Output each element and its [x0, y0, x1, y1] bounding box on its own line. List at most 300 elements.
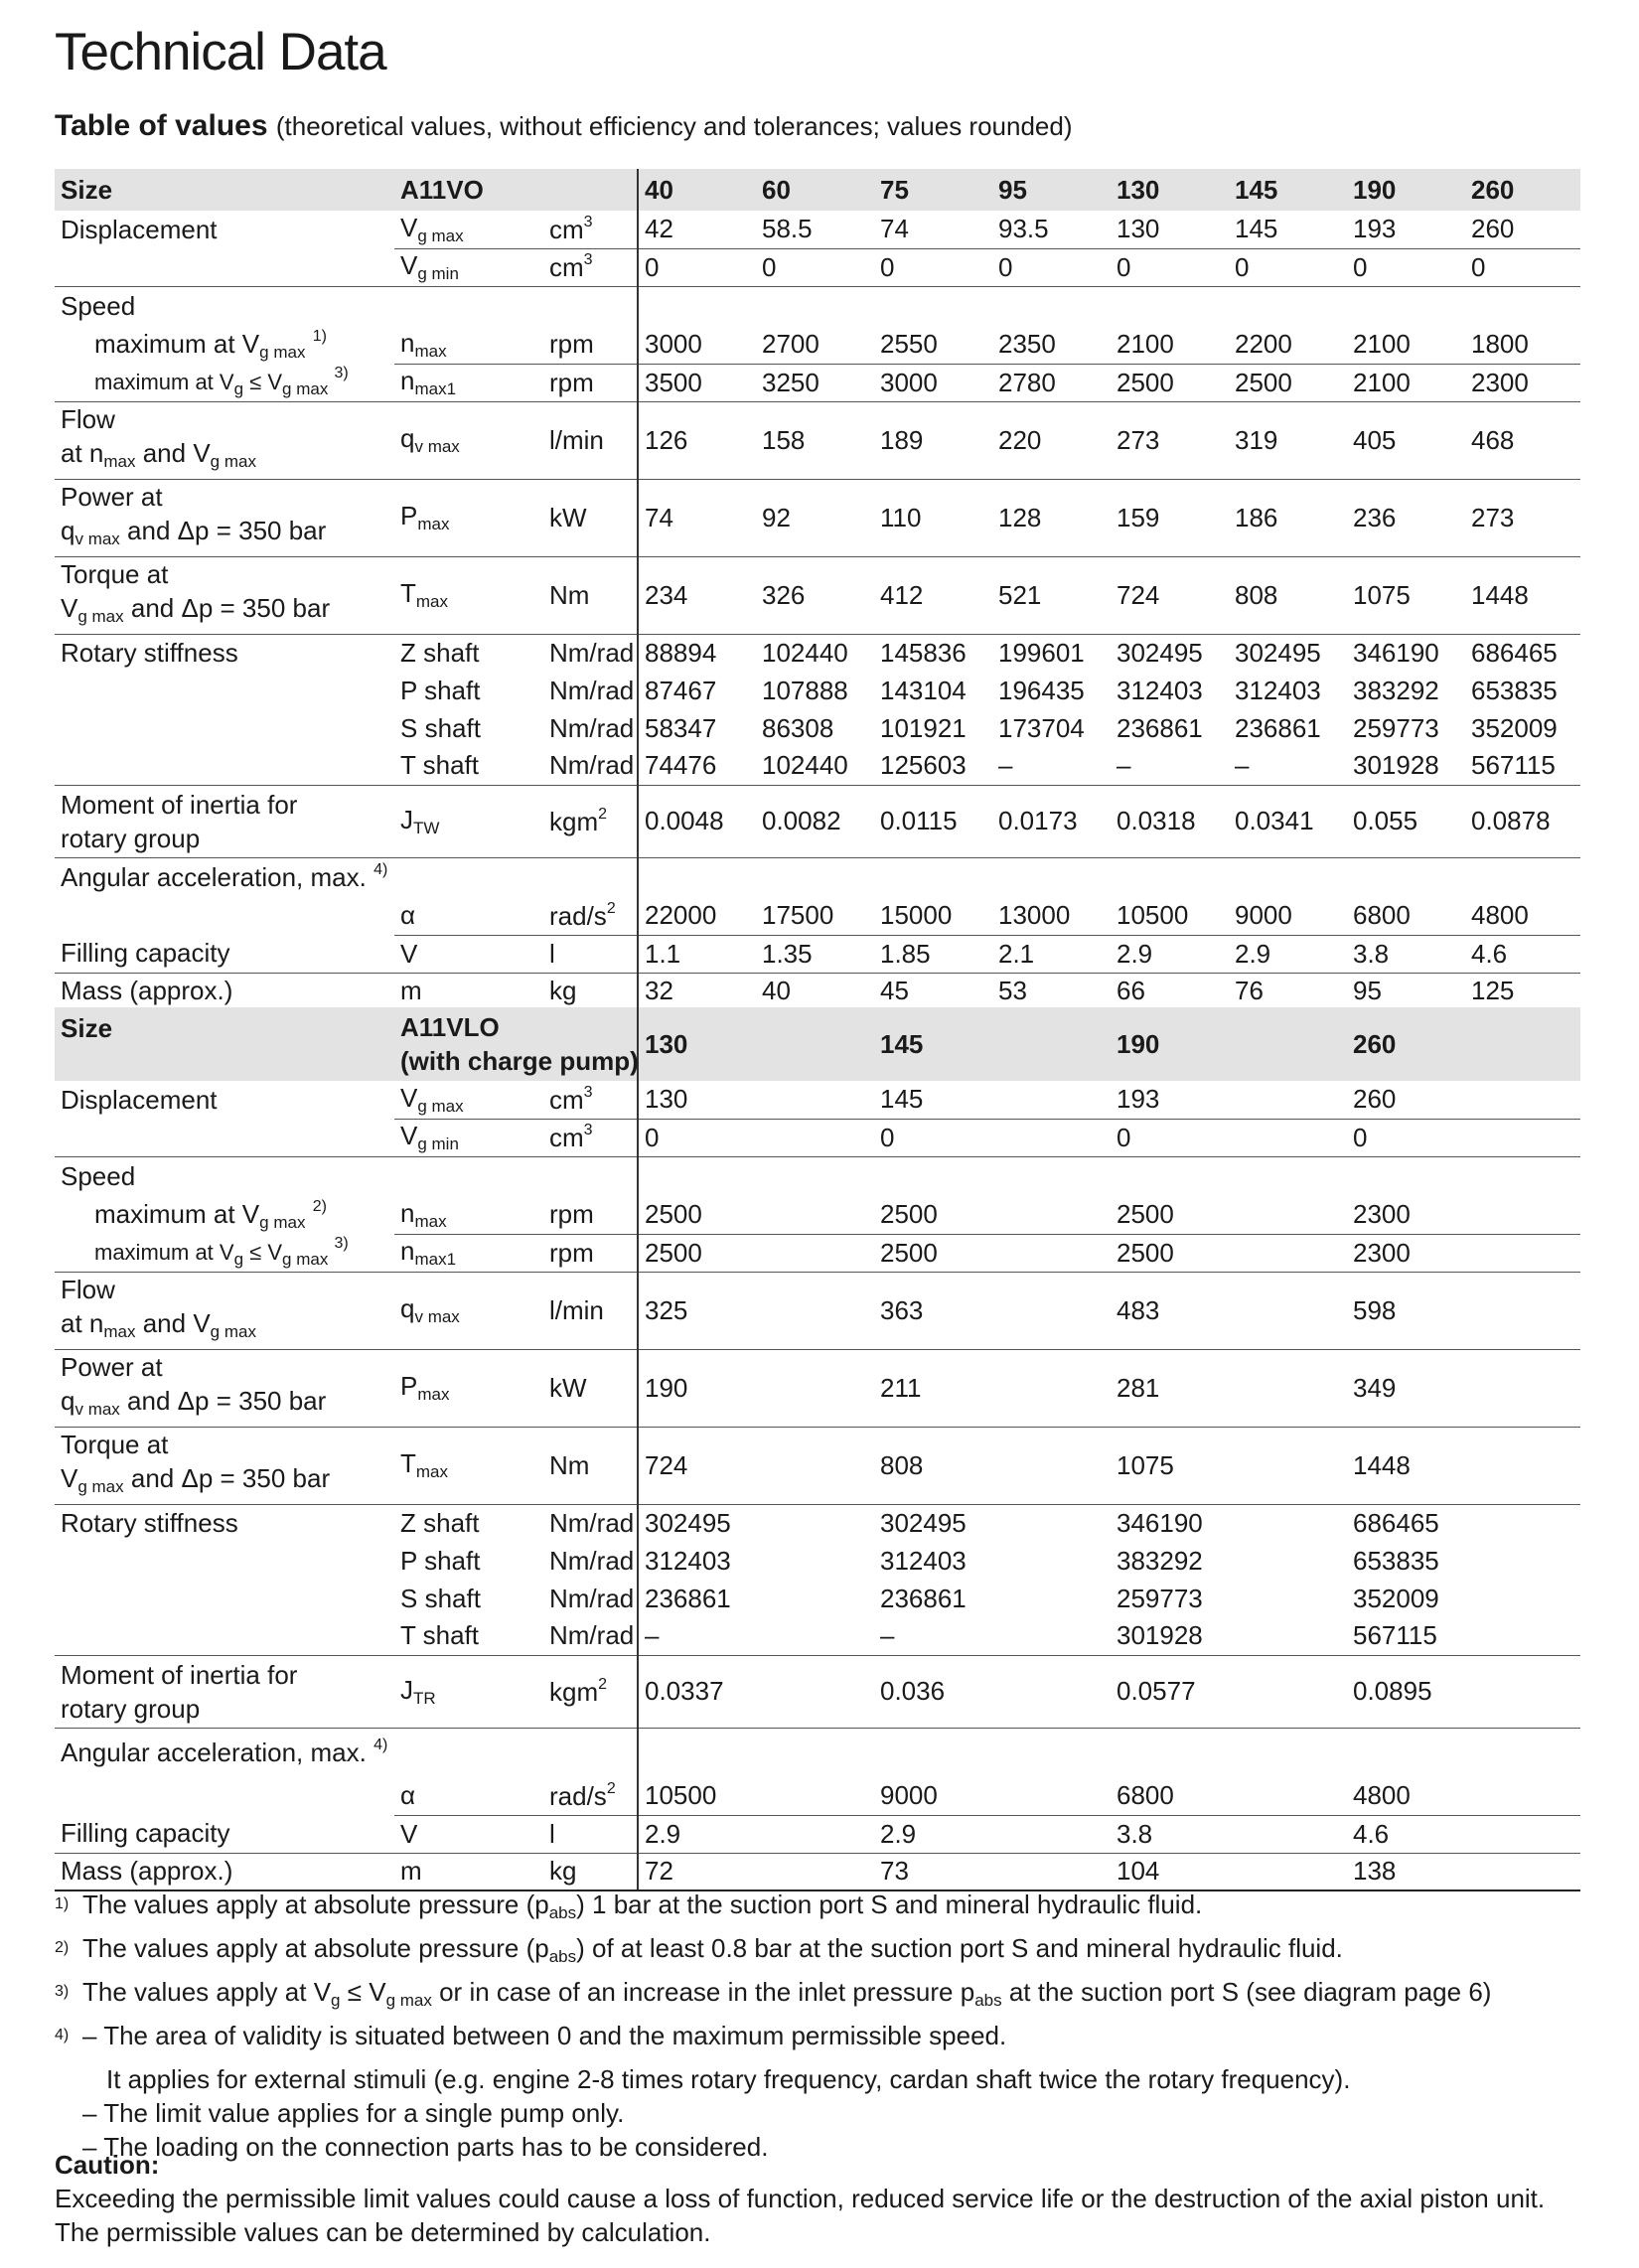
value: 2.9 — [1111, 935, 1229, 973]
value: – — [1229, 747, 1347, 785]
value: 2550 — [874, 326, 992, 364]
value: 2300 — [1347, 1196, 1580, 1234]
value: 260 — [1347, 1081, 1580, 1119]
symbol: $n_{max1}$ — [394, 364, 543, 401]
value: 236861 — [1117, 712, 1203, 743]
row-label: Rotary stiffness — [61, 637, 238, 668]
symbol: α — [394, 897, 543, 935]
size-cell: 60 — [756, 169, 874, 211]
value: 352009 — [1353, 1583, 1439, 1613]
value: 0 — [874, 1119, 1111, 1156]
table-row — [55, 1156, 1580, 1196]
value: 126 — [638, 401, 756, 479]
row-label: Displacement — [61, 1084, 218, 1115]
unit: kW — [543, 479, 638, 556]
value: 2500 — [874, 1196, 1111, 1234]
row-label: Speed — [61, 1160, 136, 1191]
value: 73 — [874, 1853, 1111, 1890]
size-header-row — [55, 1007, 1580, 1081]
value: 0.0341 — [1229, 785, 1347, 857]
table-row — [55, 1081, 1580, 1119]
unit: kg — [543, 1853, 638, 1890]
value: 0 — [992, 248, 1111, 286]
caution-text: Exceeding the permissible limit values could cause a loss of function, reduced service life or the destruction of the axial piston unit. The permissible values can be determined by calculation. — [55, 2184, 1546, 2247]
table-row — [55, 935, 1580, 973]
value: 352009 — [1471, 712, 1558, 743]
shaft-label: P shaft — [400, 1545, 481, 1576]
unit: kgm$^2$ — [543, 1655, 638, 1728]
unit: l — [543, 1815, 638, 1853]
unit: l — [543, 935, 638, 973]
value: 412 — [874, 556, 992, 634]
value: 2.1 — [992, 935, 1111, 973]
value: 312403 — [638, 1542, 874, 1580]
value: 9000 — [1229, 897, 1347, 935]
value: 3000 — [638, 326, 756, 364]
footnote-4: 4) – The area of validity is situated between 0 and the maximum permissible speed. — [55, 2021, 1007, 2050]
footnote-1: 1) The values apply at absolute pressure $(p_{abs})$ 1 bar at the suction port S and mineral hydraulic fluid. — [55, 1890, 1203, 1922]
unit: rpm — [543, 1234, 638, 1272]
row-label: Filling capacity — [55, 935, 394, 973]
unit: l/min — [543, 401, 638, 479]
size-cell: 190 — [1347, 169, 1465, 211]
value: 2300 — [1465, 364, 1580, 401]
table-row — [55, 973, 1580, 1010]
page-title: Technical Data — [55, 23, 386, 81]
value: 302495 — [638, 1504, 874, 1542]
value: 189 — [874, 401, 992, 479]
table-row — [55, 672, 1580, 709]
value: 302495 — [880, 1507, 967, 1538]
value: 190 — [638, 1349, 874, 1427]
unit: rpm — [543, 364, 638, 401]
value: 128 — [992, 479, 1111, 556]
value: 2100 — [1111, 326, 1229, 364]
unit: Nm/rad — [549, 1507, 635, 1538]
table-row — [55, 634, 1580, 672]
row-label: maximum at $V_g \le V_{g max}$ $^{3)}$ — [55, 364, 394, 401]
value: 383292 — [1353, 675, 1439, 705]
value: 2700 — [756, 326, 874, 364]
table-row — [55, 1542, 1580, 1580]
table-row — [55, 326, 1580, 364]
shaft-label: S shaft — [400, 712, 481, 743]
value: 2350 — [992, 326, 1111, 364]
value: 1075 — [1347, 556, 1465, 634]
table-row — [55, 211, 1580, 248]
symbol: $V_{g min}$ — [394, 1119, 543, 1156]
value: 101921 — [880, 712, 967, 743]
size-cell: 260 — [1465, 169, 1580, 211]
table-row — [55, 364, 1580, 401]
value: 58347 — [638, 709, 756, 747]
value: 0.036 — [874, 1655, 1111, 1728]
subheading-note: (theoretical values, without efficiency and tolerances; values rounded) — [275, 111, 1073, 141]
table-row — [55, 1777, 1580, 1815]
row-label: Flow at $n_{max}$ and $V_{g max}$ — [55, 1272, 394, 1349]
table-row — [55, 1119, 1580, 1156]
value: 211 — [874, 1349, 1111, 1427]
value: 15000 — [874, 897, 992, 935]
value: 130 — [1111, 211, 1229, 248]
value: 0.0895 — [1347, 1655, 1580, 1728]
value: 0 — [874, 248, 992, 286]
value: 1.1 — [638, 935, 756, 973]
unit: Nm/rad — [543, 747, 638, 785]
row-label: Mass (approx.) — [55, 1853, 394, 1890]
value: 104 — [1111, 1853, 1347, 1890]
value: 259773 — [1117, 1583, 1203, 1613]
size-cell: 75 — [874, 169, 992, 211]
table-row — [55, 1655, 1580, 1728]
value: 0 — [756, 248, 874, 286]
value: 2100 — [1347, 364, 1465, 401]
value: 95 — [1347, 973, 1465, 1010]
value: 302495 — [1235, 637, 1321, 668]
shaft-label: P shaft — [400, 675, 481, 705]
symbol: $P_{max}$ — [394, 1349, 543, 1427]
shaft-label: T shaft — [394, 747, 543, 785]
caution-heading: Caution: — [55, 2150, 160, 2180]
value: 138 — [1347, 1853, 1580, 1890]
table-row — [55, 1580, 1580, 1617]
shaft-label: Z shaft — [400, 1507, 480, 1538]
table-row — [55, 479, 1580, 556]
table-row — [55, 1349, 1580, 1427]
value: 6800 — [1111, 1777, 1347, 1815]
row-label: Torque at $V_{g max}$ and Δp = 350 bar — [55, 556, 394, 634]
shaft-label: Z shaft — [400, 637, 480, 668]
unit: Nm/rad — [549, 1583, 635, 1613]
row-label: Displacement — [61, 214, 218, 244]
value: 1448 — [1347, 1427, 1580, 1504]
value: 325 — [638, 1272, 874, 1349]
value: 1448 — [1465, 556, 1580, 634]
value: 0 — [1347, 248, 1465, 286]
value: 2500 — [874, 1234, 1111, 1272]
value: 468 — [1465, 401, 1580, 479]
symbol: $q_{v max}$ — [394, 401, 543, 479]
table-row — [55, 248, 1580, 286]
value: 10500 — [1111, 897, 1229, 935]
value: 319 — [1229, 401, 1347, 479]
value: 4800 — [1465, 897, 1580, 935]
value: 76 — [1229, 973, 1347, 1010]
value: 53 — [992, 973, 1111, 1010]
unit: rpm — [543, 1196, 638, 1234]
value: 0 — [638, 1119, 874, 1156]
value: 349 — [1347, 1349, 1580, 1427]
model-label: A11VLO (with charge pump) — [394, 1007, 638, 1081]
value: 107888 — [762, 675, 848, 705]
footnote-4-line: It applies for external stimuli (e.g. engine 2-8 times rotary frequency, cardan shaft twice the rotary frequency). — [106, 2064, 1351, 2094]
size-cell: 130 — [1111, 169, 1229, 211]
value: 236861 — [638, 1580, 874, 1617]
symbol: $V_{g max}$ — [394, 211, 543, 248]
value: 521 — [992, 556, 1111, 634]
value: 0 — [1229, 248, 1347, 286]
symbol: m — [394, 1853, 543, 1890]
value: 346190 — [1353, 637, 1439, 668]
symbol: m — [394, 973, 543, 1010]
table-row — [55, 1853, 1580, 1890]
value: 0.0318 — [1111, 785, 1229, 857]
value: 159 — [1111, 479, 1229, 556]
value: 3.8 — [1347, 935, 1465, 973]
value: 196435 — [998, 675, 1085, 705]
value: 158 — [756, 401, 874, 479]
size-label: Size — [55, 1007, 394, 1081]
value: – — [874, 1617, 1111, 1655]
size-label: Size — [55, 169, 394, 211]
value: 173704 — [998, 712, 1085, 743]
value: 74 — [874, 211, 992, 248]
value: 10500 — [638, 1777, 874, 1815]
value: 236861 — [1235, 712, 1321, 743]
size-cell: 190 — [1111, 1007, 1347, 1081]
value: 186 — [1229, 479, 1347, 556]
row-label: Angular acceleration, max. $^{4)}$ — [61, 861, 388, 893]
unit: rad/$s^2$ — [543, 897, 638, 935]
shaft-label: S shaft — [400, 1583, 481, 1613]
symbol: V — [394, 1815, 543, 1853]
footnote-3: 3) The values apply at $V_g \le V_{g max}$ or in case of an increase in the inlet pressure $p_{abs}$ at the suction port S (see diagram page 6) — [55, 1977, 1492, 2010]
unit: Nm/rad — [549, 1545, 635, 1576]
value: 2500 — [1111, 1196, 1347, 1234]
value: 0 — [1111, 248, 1229, 286]
row-label: Flow at $n_{max}$ and $V_{g max}$ — [55, 401, 394, 479]
size-cell: 40 — [638, 169, 756, 211]
unit: $cm^3$ — [543, 248, 638, 286]
value: 236 — [1347, 479, 1465, 556]
value: 22000 — [638, 897, 756, 935]
value: 74476 — [638, 747, 756, 785]
symbol: $J_{TW}$ — [394, 785, 543, 857]
symbol: α — [394, 1777, 543, 1815]
value: 1.85 — [874, 935, 992, 973]
symbol: V — [394, 935, 543, 973]
value: 302495 — [1117, 637, 1203, 668]
value: 598 — [1347, 1272, 1580, 1349]
value: 383292 — [1117, 1545, 1203, 1576]
unit: rad/$s^2$ — [543, 1777, 638, 1815]
value: 145 — [1229, 211, 1347, 248]
symbol: $P_{max}$ — [394, 479, 543, 556]
value: 40 — [756, 973, 874, 1010]
table-row — [55, 1728, 1580, 1777]
row-label: Rotary stiffness — [61, 1507, 238, 1538]
unit: kW — [543, 1349, 638, 1427]
value: 6800 — [1347, 897, 1465, 935]
row-label: Filling capacity — [55, 1815, 394, 1853]
value: 66 — [1111, 973, 1229, 1010]
value: 193 — [1347, 211, 1465, 248]
value: 2.9 — [1229, 935, 1347, 973]
value: 0.0337 — [638, 1655, 874, 1728]
value: 653835 — [1471, 675, 1558, 705]
value: 724 — [638, 1427, 874, 1504]
size-cell: 145 — [874, 1007, 1111, 1081]
value: 808 — [1229, 556, 1347, 634]
table-row — [55, 1234, 1580, 1272]
value: 17500 — [756, 897, 874, 935]
value: 301928 — [1111, 1617, 1347, 1655]
value: 13000 — [992, 897, 1111, 935]
value: 2500 — [1229, 364, 1347, 401]
value: 32 — [638, 973, 756, 1010]
value: 92 — [756, 479, 874, 556]
value: 125 — [1465, 973, 1580, 1010]
value: 0.055 — [1347, 785, 1465, 857]
value: 2.9 — [874, 1815, 1111, 1853]
table-row — [55, 785, 1580, 857]
symbol: $T_{max}$ — [394, 1427, 543, 1504]
value: 259773 — [1353, 712, 1439, 743]
unit: Nm/rad — [549, 675, 635, 705]
value: 2500 — [638, 1234, 874, 1272]
table-row — [55, 857, 1580, 897]
unit: Nm/rad — [549, 637, 635, 668]
value: 3250 — [756, 364, 874, 401]
value: 346190 — [1117, 1507, 1203, 1538]
table-row — [55, 709, 1580, 747]
value: 42 — [638, 211, 756, 248]
size-cell: 130 — [638, 1007, 874, 1081]
value: 2780 — [992, 364, 1111, 401]
row-label: Moment of inertia for rotary group — [55, 1655, 394, 1728]
table-row — [55, 401, 1580, 479]
value: 808 — [874, 1427, 1111, 1504]
value: 93.5 — [992, 211, 1111, 248]
table-row — [55, 556, 1580, 634]
table-a11vo — [55, 169, 1580, 1011]
table-row — [55, 286, 1580, 326]
symbol: $n_{max}$ — [394, 326, 543, 364]
row-label: Angular acceleration, max. $^{4)}$ — [61, 1737, 388, 1768]
table-a11vlo — [55, 1007, 1580, 1891]
value: 0 — [1111, 1119, 1347, 1156]
footnotes — [55, 1888, 1594, 2164]
value: 312403 — [1235, 675, 1321, 705]
value: 0.0082 — [756, 785, 874, 857]
table-row — [55, 747, 1580, 785]
value: 567115 — [1465, 747, 1580, 785]
row-label: maximum at $V_{g max}$ $^{2)}$ — [94, 1197, 327, 1232]
table-row — [55, 1196, 1580, 1234]
value: 9000 — [874, 1777, 1111, 1815]
size-cell: 145 — [1229, 169, 1347, 211]
value: 0.0173 — [992, 785, 1111, 857]
value: 2500 — [1111, 364, 1229, 401]
row-label: Power at $q_{v max}$ and Δp = 350 bar — [55, 479, 394, 556]
value: 4800 — [1347, 1777, 1580, 1815]
value: 145 — [874, 1081, 1111, 1119]
unit: Nm/rad — [543, 1617, 638, 1655]
row-label: maximum at $V_{g max}$ $^{1)}$ — [94, 327, 327, 362]
table-row — [55, 1504, 1580, 1542]
value: 0 — [1347, 1119, 1580, 1156]
caution-note — [55, 2148, 1594, 2249]
value: 102440 — [762, 637, 848, 668]
value: 1800 — [1465, 326, 1580, 364]
value: 281 — [1111, 1349, 1347, 1427]
value: 312403 — [1117, 675, 1203, 705]
symbol: $n_{max}$ — [394, 1196, 543, 1234]
unit: rpm — [543, 326, 638, 364]
value: 87467 — [638, 672, 756, 709]
footnote-4-line: – The limit value applies for a single pump only. — [82, 2098, 625, 2128]
value: 72 — [638, 1853, 874, 1890]
value: 0.0115 — [874, 785, 992, 857]
value: 236861 — [880, 1583, 967, 1613]
value: – — [992, 747, 1111, 785]
value: 125603 — [874, 747, 992, 785]
value: 4.6 — [1465, 935, 1580, 973]
value: 45 — [874, 973, 992, 1010]
unit: Nm — [543, 1427, 638, 1504]
unit: $cm^3$ — [543, 1081, 638, 1119]
value: 2200 — [1229, 326, 1347, 364]
unit: kg — [543, 973, 638, 1010]
value: 312403 — [880, 1545, 967, 1576]
size-cell: 95 — [992, 169, 1111, 211]
value: 130 — [638, 1081, 874, 1119]
value: 2500 — [1111, 1234, 1347, 1272]
unit: $cm^3$ — [543, 1119, 638, 1156]
row-label: Torque at $V_{g max}$ and Δp = 350 bar — [55, 1427, 394, 1504]
value: 483 — [1111, 1272, 1347, 1349]
value: 193 — [1111, 1081, 1347, 1119]
unit: Nm — [543, 556, 638, 634]
table-row — [55, 1272, 1580, 1349]
value: 74 — [638, 479, 756, 556]
value: 4.6 — [1347, 1815, 1580, 1853]
unit: $cm^3$ — [543, 211, 638, 248]
shaft-label: T shaft — [394, 1617, 543, 1655]
value: 145836 — [880, 637, 967, 668]
value: 686465 — [1353, 1507, 1439, 1538]
value: 405 — [1347, 401, 1465, 479]
value: 234 — [638, 556, 756, 634]
value: 653835 — [1353, 1545, 1439, 1576]
table-row — [55, 1617, 1580, 1655]
row-label: maximum at $V_g \le V_{g max}$ $^{3)}$ — [55, 1234, 394, 1272]
table-row — [55, 1427, 1580, 1504]
value: 0 — [1465, 248, 1580, 286]
table-row — [55, 897, 1580, 935]
value: 58.5 — [756, 211, 874, 248]
value: 102440 — [756, 747, 874, 785]
value: 273 — [1111, 401, 1229, 479]
symbol: $V_{g max}$ — [394, 1081, 543, 1119]
value: 301928 — [1347, 747, 1465, 785]
symbol: $J_{TR}$ — [394, 1655, 543, 1728]
value: – — [1111, 747, 1229, 785]
model-label: A11VO — [394, 169, 543, 211]
footnote-2: 2) The values apply at absolute pressure $(p_{abs})$ of at least 0.8 bar at the suction port S and mineral hydraulic fluid. — [55, 1933, 1343, 1966]
unit: Nm/rad — [549, 712, 635, 743]
symbol: $q_{v max}$ — [394, 1272, 543, 1349]
size-header-row — [55, 169, 1580, 211]
value: 3500 — [638, 364, 756, 401]
value: 2500 — [638, 1196, 874, 1234]
value: 0.0048 — [638, 785, 756, 857]
value: 199601 — [998, 637, 1085, 668]
footnote-4-line: – The loading on the connection parts has to be considered. — [82, 2132, 769, 2162]
value: 0.0577 — [1111, 1655, 1347, 1728]
value: 1075 — [1111, 1427, 1347, 1504]
subheading-title: Table of values — [55, 109, 268, 142]
